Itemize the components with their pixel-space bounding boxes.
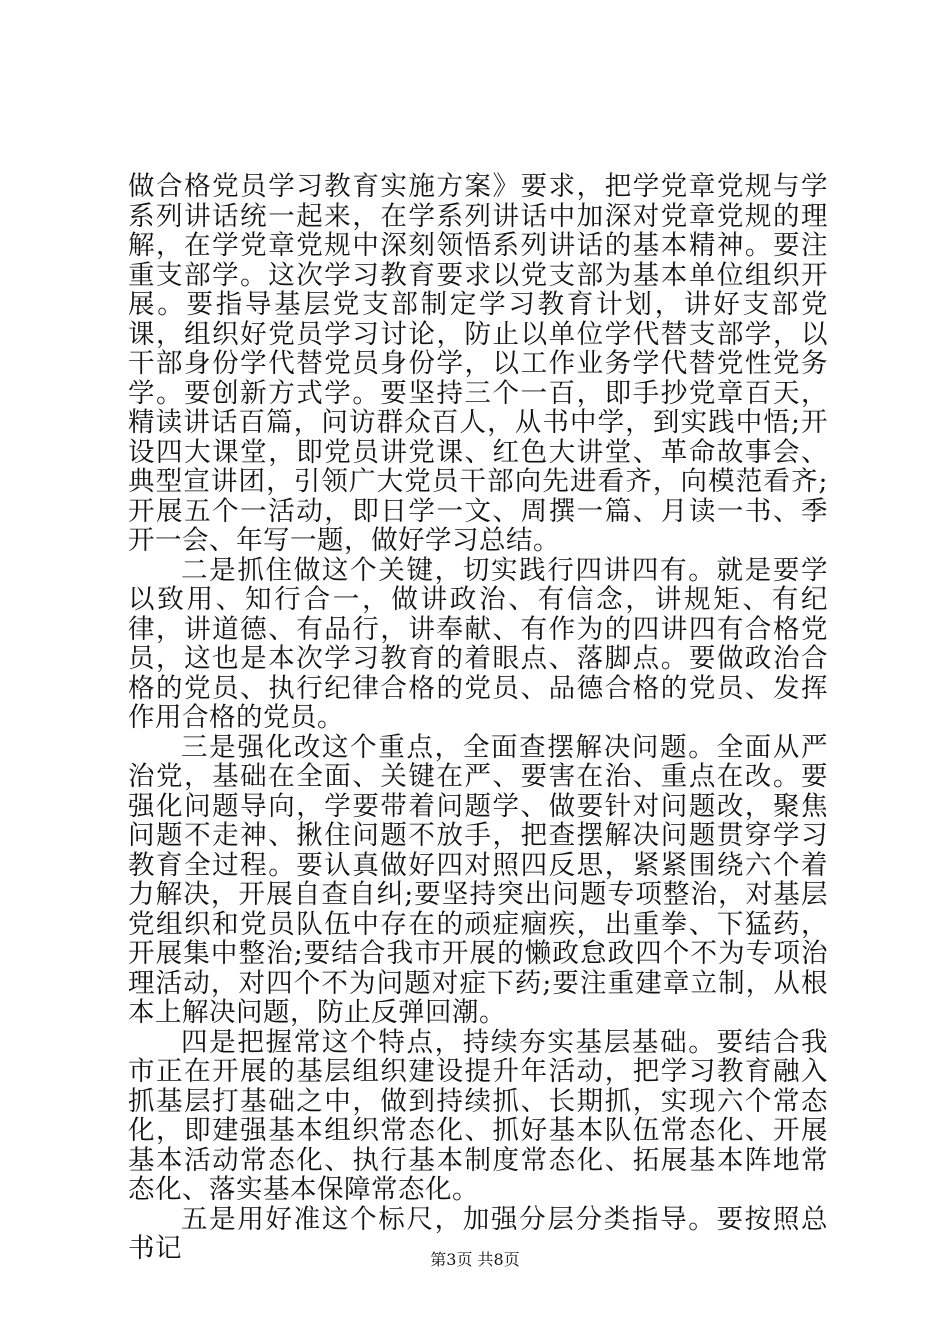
- paragraph-5: 五是用好准这个标尺，加强分层分类指导。要按照总书记: [128, 1203, 828, 1264]
- body-text: [128, 172, 828, 1264]
- paragraph-3: 三是强化改这个重点，全面查摆解决问题。全面从严治党，基础在全面、关键在严、要害在治、重点在改。要强化问题导向，学要带着问题学、做要针对问题改，聚焦问题不走神、揪住问题不放手，把查摆解决问题贯穿学习教育全过程。要认真做好四对照四反思，紧紧围绕六个着力解决，开展自查自纠;要坚持突出问题专项整治，对基层党组织和党员队伍中存在的顽症痼疾，出重拳、下猛药，开展集中整治;要结合我市开展的懒政怠政四个不为专项治理活动，对四个不为问题对症下药;要注重建章立制，从根本上解决问题，防止反弹回潮。: [128, 731, 828, 1028]
- paragraph-2: 二是抓住做这个关键，切实践行四讲四有。就是要学以致用、知行合一，做讲政治、有信念，讲规矩、有纪律，讲道德、有品行，讲奉献、有作为的四讲四有合格党员，这也是本次学习教育的着眼点、落脚点。要做政治合格的党员、执行纪律合格的党员、品德合格的党员、发挥作用合格的党员。: [128, 554, 828, 733]
- page-number-footer: 第3页 共8页: [430, 1250, 520, 1269]
- paragraph-4: 四是把握常这个特点，持续夯实基层基础。要结合我市正在开展的基层组织建设提升年活动，把学习教育融入抓基层打基础之中，做到持续抓、长期抓，实现六个常态化，即建强基本组织常态化、抓好基本队伍常态化、开展基本活动常态化、执行基本制度常态化、拓展基本阵地常态化、落实基本保障常态化。: [128, 1026, 828, 1205]
- paragraph-1: 做合格党员学习教育实施方案》要求，把学党章党规与学系列讲话统一起来，在学系列讲话中加深对党章党规的理解，在学党章党规中深刻领悟系列讲话的基本精神。要注重支部学。这次学习教育要求以党支部为基本单位组织开展。要指导基层党支部制定学习教育计划，讲好支部党课，组织好党员学习讨论，防止以单位学代替支部学，以干部身份学代替党员身份学，以工作业务学代替党性党务学。要创新方式学。要坚持三个一百，即手抄党章百天，精读讲话百篇，问访群众百人，从书中学，到实践中悟;开设四大课堂，即党员讲党课、红色大讲堂、革命故事会、典型宣讲团，引领广大党员干部向先进看齐，向模范看齐;开展五个一活动，即日学一文、周撰一篇、月读一书、季开一会、年写一题，做好学习总结。: [128, 171, 828, 556]
